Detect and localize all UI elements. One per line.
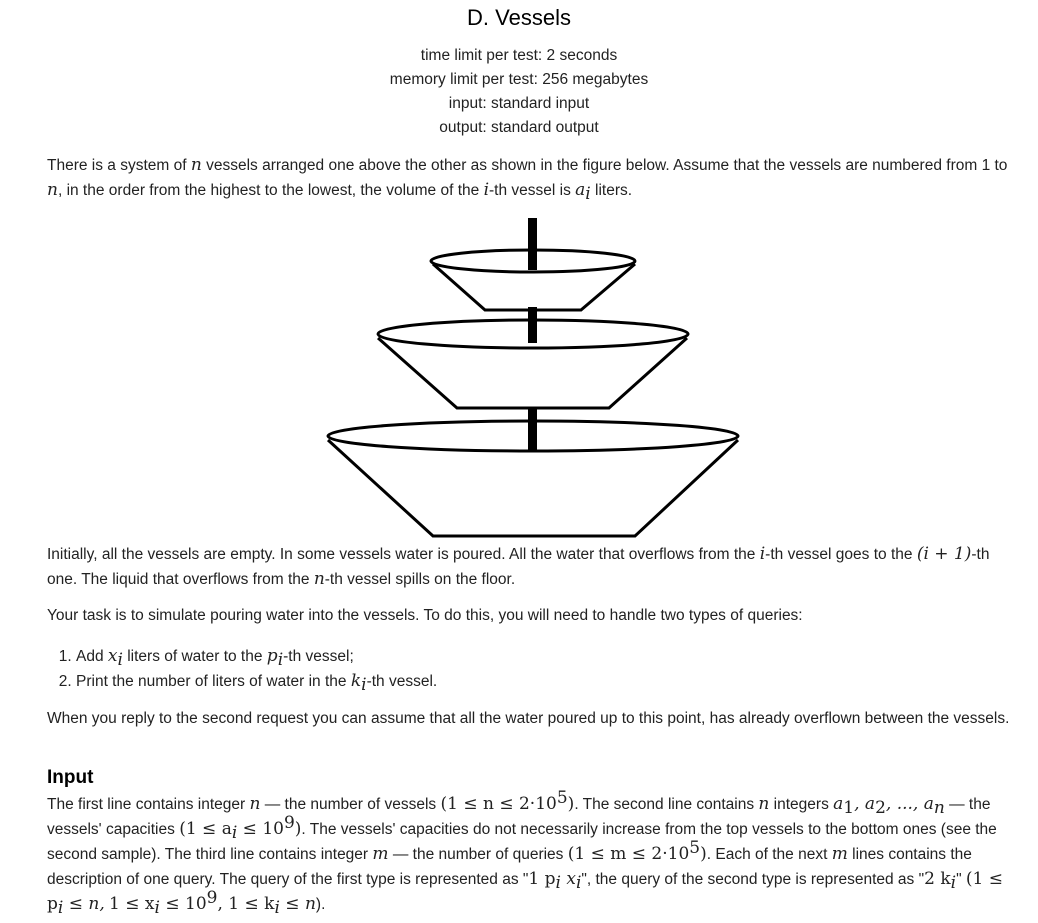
time-limit: time limit per test: 2 seconds [420,47,618,64]
pipe-2 [528,307,537,343]
memory-limit: memory limit per test: 256 megabytes [389,71,649,88]
pipe-1 [528,218,537,270]
statement-paragraph-2: Initially, all the vessels are empty. In some vessels water is poured. All the water that overflows from the i-th vessel goes to the (i + 1)-th one. The liquid that overflows from the n-th vessel spills on the floor. [47,544,990,589]
output-spec: output: standard output [439,119,599,136]
vessels-figure [325,214,745,544]
problem-limits [0,44,1038,140]
vessel-3-body [328,440,738,536]
pipe-3 [528,407,537,451]
input-section-heading: Input [47,767,94,788]
statement-paragraph-1: There is a system of n vessels arranged one above the other as shown in the figure below. Assume that the vessels are numbered from 1 to n, in the order from the highest to the lowest, the volume of the i-th vessel is $a_i$ liters. [47,155,1008,205]
input-spec: input: standard input [448,95,590,112]
query-type-1: 1. Add $x_i$ liters of water to the $p_i-th$ vessel; [76,644,437,669]
statement-paragraph-4: When you reply to the second request you can assume that all the water poured up to this point, has already overflown between the vessels. [47,710,1010,727]
query-type-2: 2. Print the number of liters of water in the $k_i-th$ vessel. [76,669,437,694]
statement-paragraph-3: Your task is to simulate pouring water into the vessels. To do this, you will need to handle two types of queries: [47,607,803,624]
problem-title: D. Vessels [467,5,571,30]
input-section-text: The first line contains integer n — the number of vessels $(1 \le n \le 2\cdot 10^5)$. The second line contains n integers $a_1$, $a_2$, ..., $a_n$ — the vessels' capacities $(1 \le a_i \le 10^9)$. The vessels' capacities do not necessarily increase from the top vessels to the bottom ones (see the second sample). The third line contains integer m — the number of queries $(1 \le m \le 2\cdot 10^5)$. Each of the next m lines contains the description of one query. The query of the first type is represented as "1 $p_i$ $x_i$", the query of the second type is represented as "2 $k_i$" ($1 \le p_i \le n$, $1 \le x_i \le 10^9$, $1 \le k_i \le n$). [47,787,1003,919]
query-types-list [47,644,437,694]
